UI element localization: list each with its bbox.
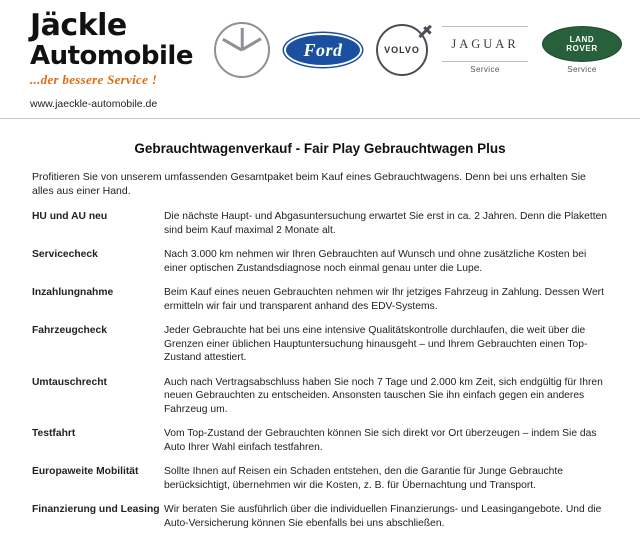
jaguar-logo	[442, 26, 528, 74]
feature-term: Europaweite Mobilität	[32, 466, 139, 477]
table-row	[32, 324, 608, 376]
feature-description: Auch nach Vertragsabschluss haben Sie noch 7 Tage und 2.000 km Zeit, sich endgültig für Ihren neuen Gebrauchten zu entscheiden. Ansonsten tauschen Sie ihn einfach gegen ein anderes Fahrzeug um.	[164, 376, 603, 415]
page-title: Gebrauchtwagenverkauf - Fair Play Gebrauchtwagen Plus	[134, 141, 506, 156]
volvo-iron-mark-icon	[376, 24, 428, 76]
feature-description: Beim Kauf eines neuen Gebrauchten nehmen wir Ihr jetziges Fahrzeug in Zahlung. Dessen Wert ermitteln wir fair und transparent anhand des EDV-Systems.	[164, 287, 604, 312]
features-table-body	[32, 210, 608, 541]
table-row	[32, 427, 608, 465]
document-body	[0, 119, 640, 541]
table-row	[32, 503, 608, 541]
feature-description: Die nächste Haupt- und Abgasuntersuchung erwartet Sie erst in ca. 2 Jahren. Denn die Plaketten sind beim Kauf maximal 2 Monate alt.	[164, 211, 608, 236]
mercedes-benz-logo	[214, 22, 270, 78]
land-rover-logo-label: LAND ROVER	[566, 35, 598, 53]
table-row	[32, 465, 608, 503]
feature-term: Servicecheck	[32, 249, 98, 260]
volvo-logo	[376, 24, 428, 76]
dealer-slogan: ...der bessere Service !	[30, 72, 158, 87]
dealer-website-url: www.jaeckle-automobile.de	[30, 98, 158, 110]
mercedes-star-icon	[214, 22, 270, 78]
ford-oval-icon	[284, 33, 362, 67]
table-row	[32, 376, 608, 428]
ford-logo	[284, 33, 362, 67]
feature-description: Jeder Gebrauchte hat bei uns eine intensive Qualitätskontrolle durchlaufen, die weit über die Grenzen einer üblichen Hauptuntersuchung hinausgeht – und Ihrem Gebrauchten einen Top-Zustand attestiert.	[164, 325, 588, 363]
jaguar-logo-label: JAGUAR	[451, 36, 519, 51]
land-rover-oval-icon	[542, 26, 622, 62]
feature-description: Vom Top-Zustand der Gebrauchten können Sie sich direkt vor Ort überzeugen – indem Sie das Auto Ihrer Wahl einfach testfahren.	[164, 428, 597, 453]
jaguar-wordmark-icon	[442, 26, 528, 62]
feature-term: Finanzierung und Leasing	[32, 504, 160, 515]
feature-term: Testfahrt	[32, 428, 76, 439]
feature-term: Inzahlungnahme	[32, 287, 114, 298]
feature-term: Umtauschrecht	[32, 376, 107, 388]
feature-description: Wir beraten Sie ausführlich über die individuellen Finanzierungs- und Leasingangebote. Und die Auto-Versicherung können Sie ebenfalls bei uns abschließen.	[164, 504, 602, 529]
page-header	[0, 0, 640, 119]
feature-description: Sollte Ihnen auf Reisen ein Schaden entstehen, den die Garantie für Junge Gebrauchte berücksichtigt, übernehmen wir die Kosten, z. B. für Übernachtung und Transport.	[164, 466, 563, 491]
feature-description: Nach 3.000 km nehmen wir Ihren Gebrauchten auf Wunsch und ohne zusätzliche Kosten bei einer optischen Zustandsdiagnose noch einmal genau unter die Lupe.	[164, 249, 587, 274]
jaguar-service-label: Service	[470, 65, 500, 74]
table-row	[32, 286, 608, 324]
features-table	[32, 210, 608, 541]
land-rover-service-label: Service	[567, 65, 597, 74]
ford-logo-label: Ford	[303, 39, 343, 60]
land-rover-logo	[542, 26, 622, 74]
brand-logo-strip	[214, 0, 640, 92]
feature-term: Fahrzeugcheck	[32, 325, 107, 336]
dealer-name-line1: Jäckle	[30, 8, 127, 43]
volvo-logo-label: VOLVO	[384, 45, 420, 55]
intro-paragraph: Profitieren Sie von unserem umfassenden Gesamtpaket beim Kauf eines Gebrauchtwagens. Denn bei uns erhalten Sie alles aus einer Hand.	[32, 171, 586, 197]
feature-term: HU und AU neu	[32, 211, 108, 222]
table-row	[32, 210, 608, 248]
dealer-branding	[0, 0, 214, 110]
dealer-name-line2: Automobile	[30, 41, 193, 71]
table-row	[32, 248, 608, 286]
